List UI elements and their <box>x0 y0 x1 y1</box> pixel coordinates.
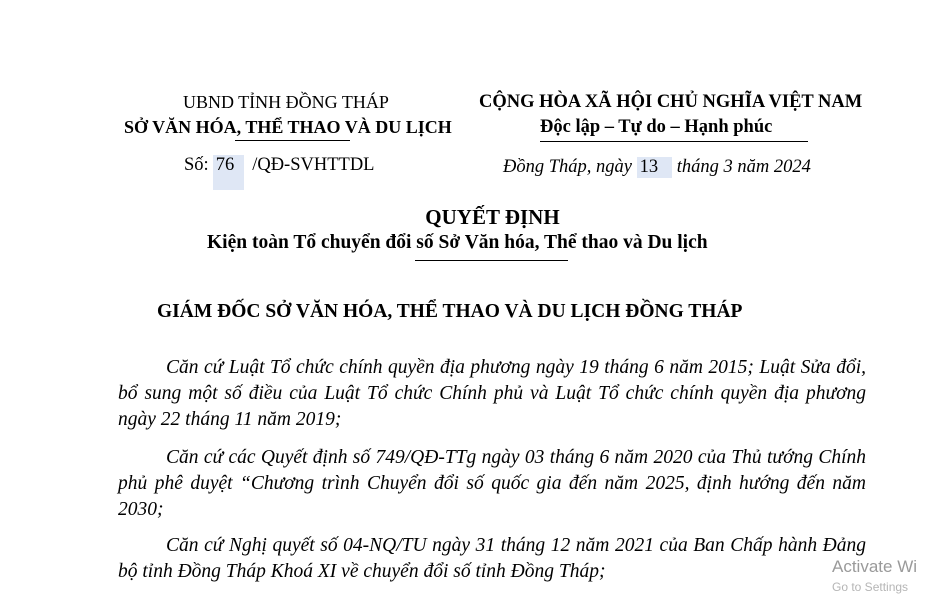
document-number <box>184 155 374 190</box>
issuing-authority: GIÁM ĐỐC SỞ VĂN HÓA, THỂ THAO VÀ DU LỊCH ĐỒNG THÁP <box>157 301 743 322</box>
legal-basis-paragraph: Căn cứ các Quyết định số 749/QĐ-TTg ngày 03 tháng 6 năm 2020 của Thủ tướng Chính phủ phê duyệt “Chương trình Chuyển đổi số quốc gia đến năm 2025, định hướng đến năm 2030; <box>118 447 866 520</box>
agency-parent: UBND TỈNH ĐỒNG THÁP <box>183 92 389 112</box>
nation-title: CỘNG HÒA XÃ HỘI CHỦ NGHĨA VIỆT NAM <box>479 92 863 112</box>
agency-underline <box>235 140 350 141</box>
document-subject: Kiện toàn Tổ chuyển đổi số Sở Văn hóa, Thể thao và Du lịch <box>207 232 708 253</box>
motto-underline <box>540 141 808 142</box>
number-field[interactable]: 76 <box>213 155 245 190</box>
agency-name: SỞ VĂN HÓA, THỂ THAO VÀ DU LỊCH <box>124 117 452 137</box>
number-label: Số: <box>184 155 209 175</box>
date-suffix: tháng 3 năm 2024 <box>676 157 811 177</box>
date-day-field[interactable]: 13 <box>637 157 673 178</box>
motto: Độc lập – Tự do – Hạnh phúc <box>540 117 773 137</box>
document-type-title: QUYẾT ĐỊNH <box>425 205 560 229</box>
subject-underline <box>415 260 568 261</box>
activation-watermark: Activate Wi <box>832 557 918 576</box>
place-date <box>503 157 811 178</box>
legal-basis-paragraph: Căn cứ Nghị quyết số 04-NQ/TU ngày 31 tháng 12 năm 2021 của Ban Chấp hành Đảng bộ tỉnh Đồng Tháp Khoá XI về chuyển đổi số tỉnh Đồng Tháp; <box>118 535 866 582</box>
number-suffix: /QĐ-SVHTTDL <box>252 155 375 175</box>
activation-watermark-sub: Go to Settings <box>832 580 909 594</box>
date-prefix: Đồng Tháp, ngày <box>503 157 632 177</box>
legal-basis-paragraph: Căn cứ Luật Tổ chức chính quyền địa phương ngày 19 tháng 6 năm 2015; Luật Sửa đổi, bổ sung một số điều của Luật Tổ chức Chính phủ và Luật Tổ chức chính quyền địa phương ngày 22 tháng 11 năm 2019; <box>118 357 866 430</box>
